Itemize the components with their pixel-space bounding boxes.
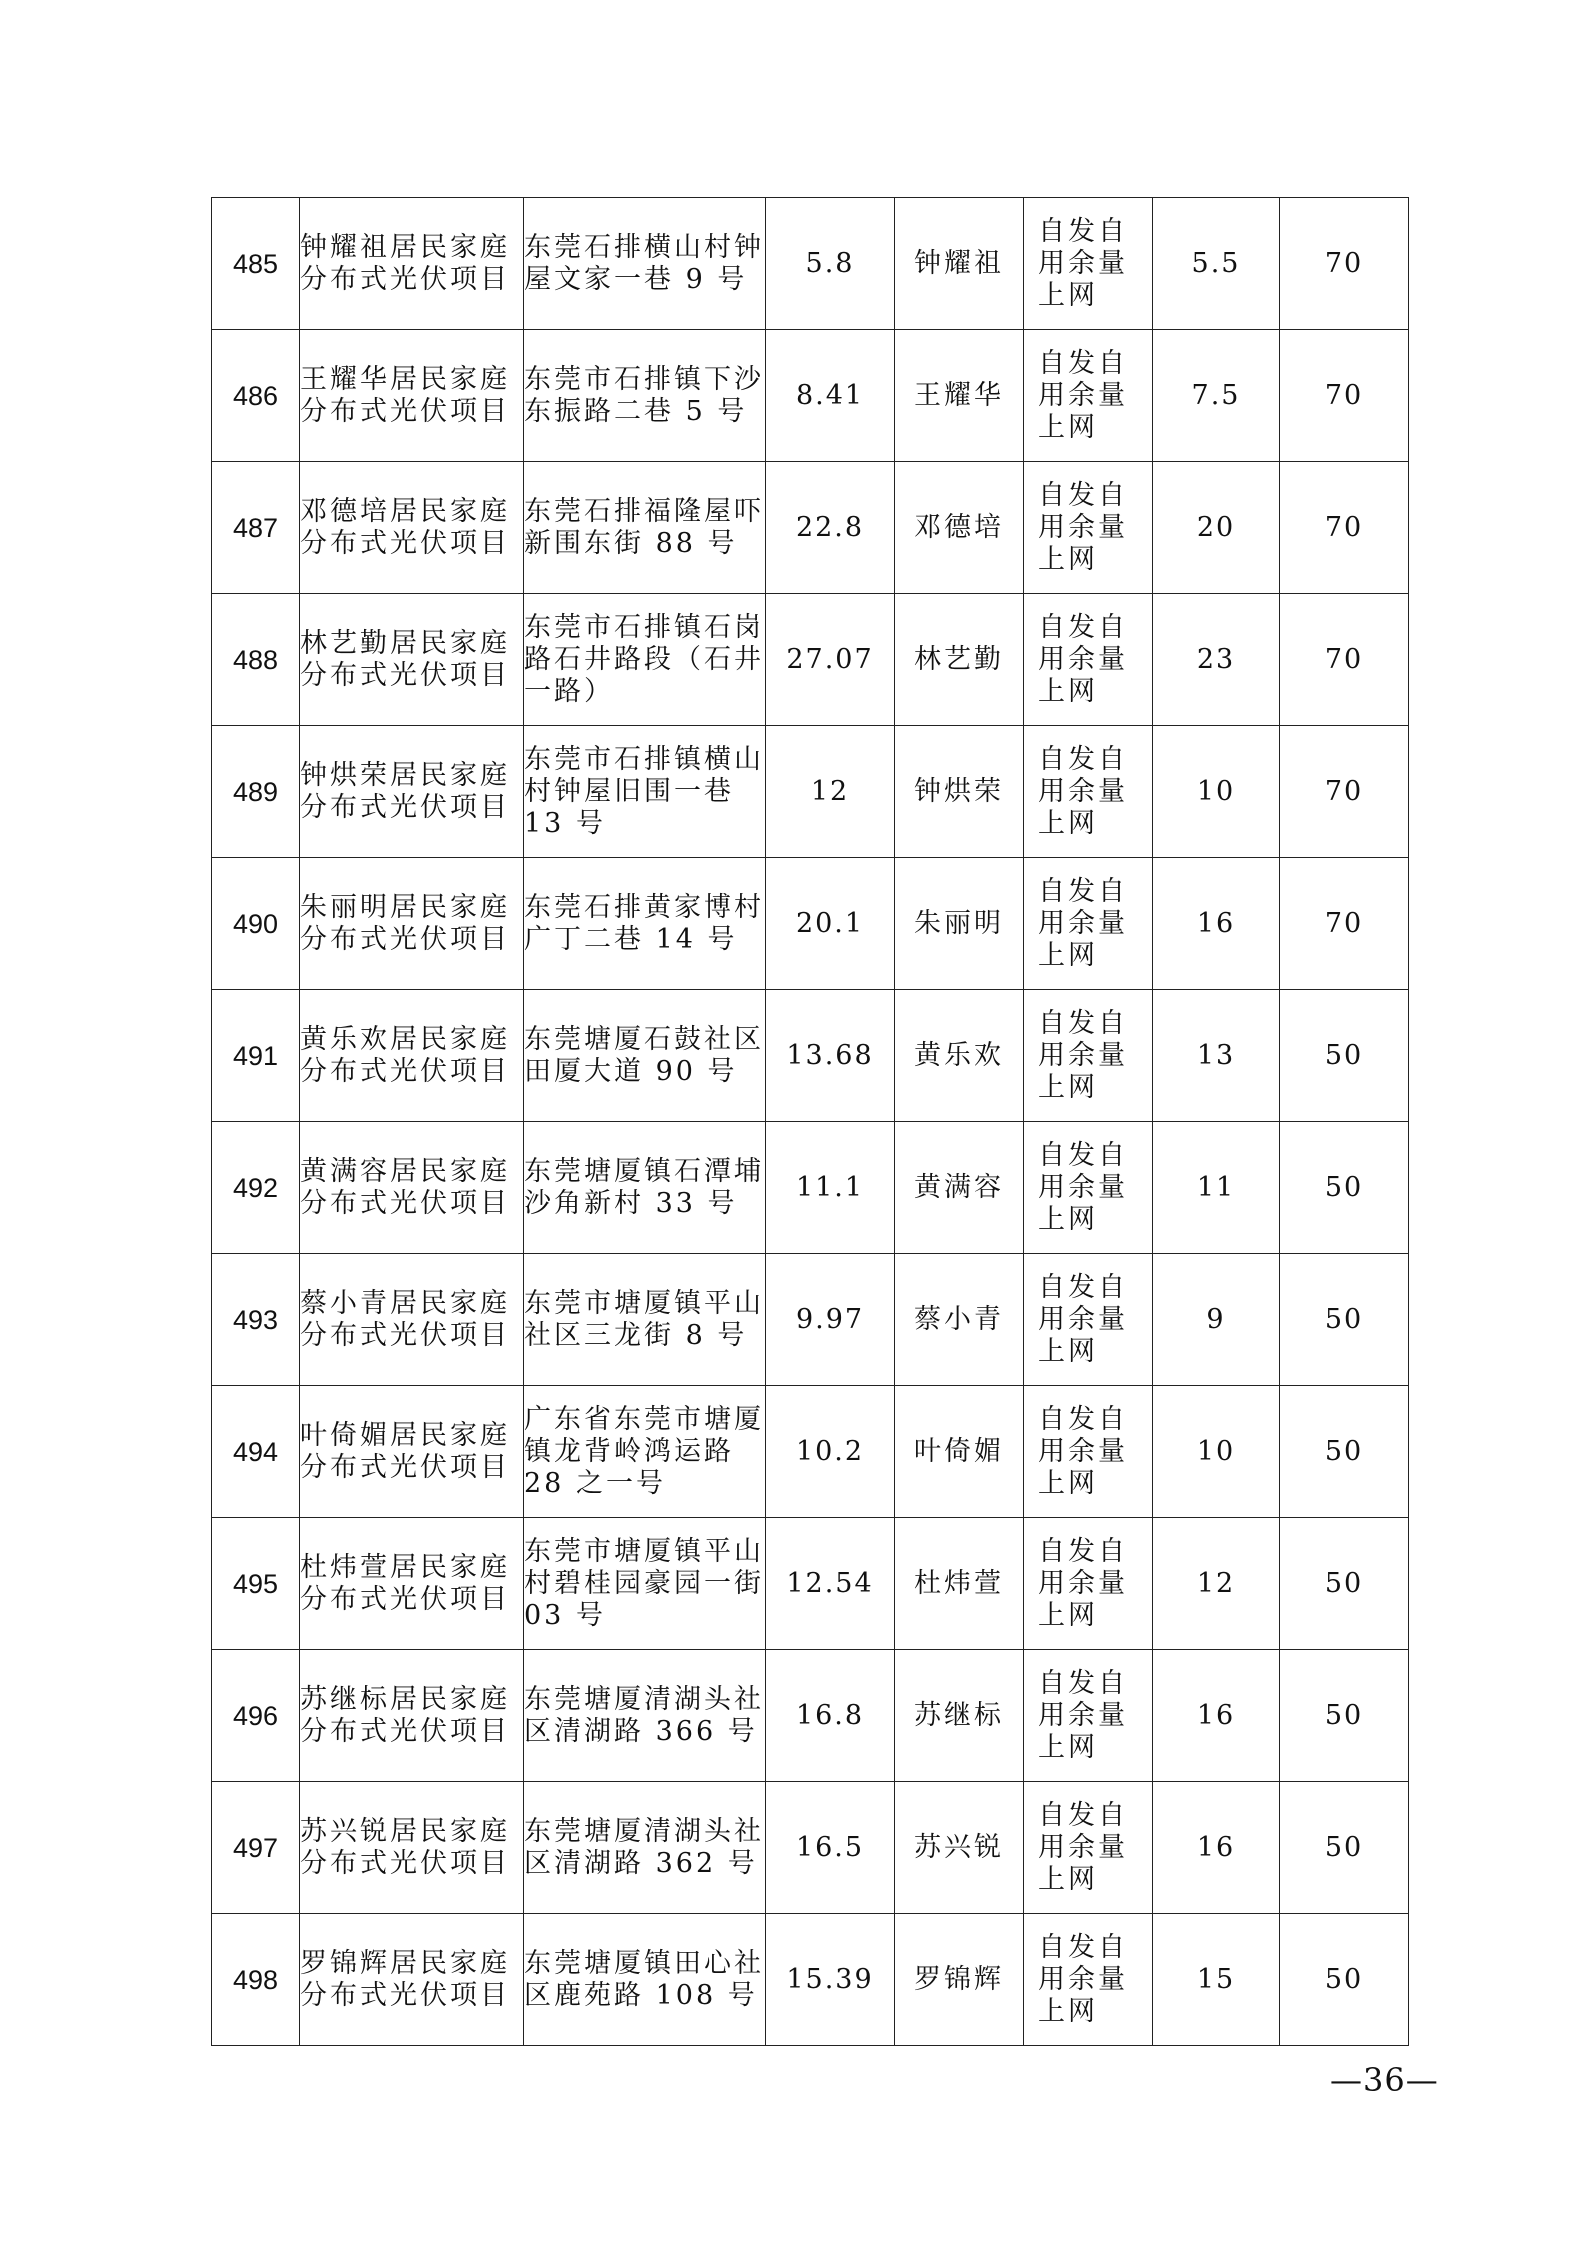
installed-capacity-cell: [766, 1122, 895, 1254]
project-name-cell: [300, 1782, 524, 1914]
subsidy-capacity: 16: [1196, 1699, 1236, 1731]
owner-name: 杜炜萱: [914, 1567, 1004, 1599]
grid-mode: 自发自用余量上网: [1038, 1535, 1128, 1631]
subsidy-amount: 50: [1324, 1303, 1364, 1335]
owner-name-cell: [895, 1650, 1024, 1782]
table-row: [212, 858, 1409, 990]
installed-capacity: 5.8: [805, 247, 855, 279]
subsidy-amount-cell: [1280, 1914, 1409, 2046]
row-number: 493: [232, 1304, 279, 1335]
subsidy-amount: 50: [1324, 1831, 1364, 1863]
row-number-cell: [212, 1650, 300, 1782]
grid-mode-cell: [1024, 462, 1153, 594]
grid-mode-cell: [1024, 726, 1153, 858]
installed-capacity-cell: [766, 1254, 895, 1386]
subsidy-capacity-cell: [1153, 1518, 1280, 1650]
installed-capacity-cell: [766, 990, 895, 1122]
subsidy-capacity-cell: [1153, 198, 1280, 330]
subsidy-capacity-cell: [1153, 858, 1280, 990]
installed-capacity-cell: [766, 1914, 895, 2046]
row-number: 486: [232, 380, 279, 411]
row-number: 491: [232, 1040, 279, 1071]
owner-name-cell: [895, 1782, 1024, 1914]
grid-mode: 自发自用余量上网: [1038, 215, 1128, 311]
project-address: 东莞塘厦清湖头社区清湖路 362 号: [524, 1815, 764, 1879]
row-number-cell: [212, 1386, 300, 1518]
owner-name: 钟烘荣: [914, 775, 1004, 807]
row-number-cell: [212, 1914, 300, 2046]
row-number-cell: [212, 594, 300, 726]
project-address: 东莞塘厦镇石潭埔沙角新村 33 号: [524, 1155, 764, 1219]
subsidy-amount: 50: [1324, 1963, 1364, 1995]
project-address-cell: [524, 462, 766, 594]
project-address-cell: [524, 1782, 766, 1914]
subsidy-amount-cell: [1280, 1782, 1409, 1914]
subsidy-amount: 70: [1324, 379, 1364, 411]
subsidy-capacity: 7.5: [1191, 379, 1241, 411]
installed-capacity: 9.97: [795, 1303, 865, 1335]
subsidy-capacity-cell: [1153, 1254, 1280, 1386]
owner-name: 邓德培: [914, 511, 1004, 543]
subsidy-amount-cell: [1280, 858, 1409, 990]
project-address: 东莞塘厦清湖头社区清湖路 366 号: [524, 1683, 764, 1747]
owner-name: 朱丽明: [914, 907, 1004, 939]
project-address: 东莞市塘厦镇平山社区三龙街 8 号: [524, 1287, 764, 1351]
project-table: [211, 197, 1409, 2046]
grid-mode-cell: [1024, 1650, 1153, 1782]
project-address: 东莞石排横山村钟屋文家一巷 9 号: [524, 231, 764, 295]
owner-name-cell: [895, 330, 1024, 462]
owner-name: 黄满容: [914, 1171, 1004, 1203]
grid-mode-cell: [1024, 1122, 1153, 1254]
owner-name-cell: [895, 990, 1024, 1122]
project-address-cell: [524, 1518, 766, 1650]
subsidy-capacity-cell: [1153, 1386, 1280, 1518]
subsidy-amount-cell: [1280, 1650, 1409, 1782]
project-address: 东莞市石排镇横山村钟屋旧围一巷 13 号: [524, 743, 764, 839]
project-address-cell: [524, 1254, 766, 1386]
grid-mode-cell: [1024, 1782, 1153, 1914]
project-name-cell: [300, 1650, 524, 1782]
subsidy-amount: 50: [1324, 1567, 1364, 1599]
installed-capacity: 16.5: [795, 1831, 865, 1863]
owner-name: 叶倚媚: [914, 1435, 1004, 1467]
table-row: [212, 594, 1409, 726]
row-number-cell: [212, 858, 300, 990]
project-name: 苏继标居民家庭分布式光伏项目: [300, 1683, 510, 1747]
project-name: 邓德培居民家庭分布式光伏项目: [300, 495, 510, 559]
project-name: 钟耀祖居民家庭分布式光伏项目: [300, 231, 510, 295]
owner-name-cell: [895, 726, 1024, 858]
project-address: 广东省东莞市塘厦镇龙背岭鸿运路 28 之一号: [524, 1403, 764, 1499]
project-name-cell: [300, 1914, 524, 2046]
subsidy-capacity: 10: [1196, 775, 1236, 807]
project-address-cell: [524, 594, 766, 726]
project-address-cell: [524, 858, 766, 990]
subsidy-capacity-cell: [1153, 594, 1280, 726]
project-name-cell: [300, 198, 524, 330]
project-name-cell: [300, 594, 524, 726]
project-name: 黄满容居民家庭分布式光伏项目: [300, 1155, 510, 1219]
installed-capacity-cell: [766, 198, 895, 330]
installed-capacity: 27.07: [786, 643, 874, 675]
installed-capacity-cell: [766, 726, 895, 858]
subsidy-capacity: 23: [1196, 643, 1236, 675]
grid-mode-cell: [1024, 594, 1153, 726]
subsidy-capacity-cell: [1153, 1914, 1280, 2046]
owner-name-cell: [895, 1122, 1024, 1254]
project-name-cell: [300, 1254, 524, 1386]
grid-mode: 自发自用余量上网: [1038, 1403, 1128, 1499]
project-table-body: [212, 198, 1409, 2046]
subsidy-amount: 50: [1324, 1435, 1364, 1467]
installed-capacity: 22.8: [795, 511, 865, 543]
project-name-cell: [300, 462, 524, 594]
project-name: 黄乐欢居民家庭分布式光伏项目: [300, 1023, 510, 1087]
table-row: [212, 1518, 1409, 1650]
subsidy-capacity-cell: [1153, 330, 1280, 462]
subsidy-capacity: 15: [1196, 1963, 1236, 1995]
row-number: 487: [232, 512, 279, 543]
project-name-cell: [300, 1518, 524, 1650]
subsidy-capacity-cell: [1153, 990, 1280, 1122]
subsidy-amount: 50: [1324, 1039, 1364, 1071]
grid-mode-cell: [1024, 330, 1153, 462]
owner-name: 黄乐欢: [914, 1039, 1004, 1071]
project-name-cell: [300, 990, 524, 1122]
installed-capacity: 15.39: [786, 1963, 874, 1995]
row-number: 492: [232, 1172, 279, 1203]
grid-mode-cell: [1024, 1914, 1153, 2046]
grid-mode-cell: [1024, 990, 1153, 1122]
project-name: 苏兴锐居民家庭分布式光伏项目: [300, 1815, 510, 1879]
installed-capacity-cell: [766, 462, 895, 594]
subsidy-capacity: 16: [1196, 907, 1236, 939]
row-number-cell: [212, 1254, 300, 1386]
project-name-cell: [300, 1122, 524, 1254]
subsidy-amount: 70: [1324, 643, 1364, 675]
subsidy-amount-cell: [1280, 330, 1409, 462]
project-address: 东莞石排福隆屋吓新围东街 88 号: [524, 495, 764, 559]
subsidy-capacity-cell: [1153, 726, 1280, 858]
row-number: 496: [232, 1700, 279, 1731]
project-address: 东莞市石排镇石岗路石井路段（石井一路）: [524, 611, 764, 707]
project-name: 罗锦辉居民家庭分布式光伏项目: [300, 1947, 510, 2011]
owner-name: 罗锦辉: [914, 1963, 1004, 1995]
owner-name-cell: [895, 1914, 1024, 2046]
subsidy-capacity-cell: [1153, 1650, 1280, 1782]
row-number: 494: [232, 1436, 279, 1467]
table-row: [212, 330, 1409, 462]
project-name: 钟烘荣居民家庭分布式光伏项目: [300, 759, 510, 823]
table-row: [212, 1782, 1409, 1914]
subsidy-capacity-cell: [1153, 1122, 1280, 1254]
row-number: 498: [232, 1964, 279, 1995]
row-number: 490: [232, 908, 279, 939]
project-address-cell: [524, 990, 766, 1122]
project-name: 杜炜萱居民家庭分布式光伏项目: [300, 1551, 510, 1615]
subsidy-capacity: 20: [1196, 511, 1236, 543]
project-name-cell: [300, 330, 524, 462]
row-number: 497: [232, 1832, 279, 1863]
subsidy-capacity-cell: [1153, 1782, 1280, 1914]
row-number: 489: [232, 776, 279, 807]
row-number-cell: [212, 1518, 300, 1650]
grid-mode-cell: [1024, 1518, 1153, 1650]
owner-name: 蔡小青: [914, 1303, 1004, 1335]
grid-mode: 自发自用余量上网: [1038, 1667, 1128, 1763]
subsidy-capacity-cell: [1153, 462, 1280, 594]
installed-capacity: 8.41: [795, 379, 865, 411]
owner-name-cell: [895, 1254, 1024, 1386]
row-number: 495: [232, 1568, 279, 1599]
project-address-cell: [524, 1914, 766, 2046]
owner-name-cell: [895, 1386, 1024, 1518]
grid-mode: 自发自用余量上网: [1038, 1007, 1128, 1103]
installed-capacity: 20.1: [795, 907, 865, 939]
installed-capacity-cell: [766, 1386, 895, 1518]
project-name-cell: [300, 858, 524, 990]
subsidy-amount-cell: [1280, 198, 1409, 330]
grid-mode: 自发自用余量上网: [1038, 1271, 1128, 1367]
table-row: [212, 462, 1409, 594]
table-row: [212, 1650, 1409, 1782]
installed-capacity: 11.1: [795, 1171, 865, 1203]
owner-name: 林艺勤: [914, 643, 1004, 675]
owner-name-cell: [895, 462, 1024, 594]
row-number-cell: [212, 1782, 300, 1914]
row-number-cell: [212, 726, 300, 858]
project-name-cell: [300, 726, 524, 858]
project-name: 蔡小青居民家庭分布式光伏项目: [300, 1287, 510, 1351]
project-name-cell: [300, 1386, 524, 1518]
grid-mode: 自发自用余量上网: [1038, 743, 1128, 839]
subsidy-amount-cell: [1280, 1254, 1409, 1386]
grid-mode: 自发自用余量上网: [1038, 479, 1128, 575]
project-address: 东莞塘厦石鼓社区田厦大道 90 号: [524, 1023, 764, 1087]
owner-name: 苏兴锐: [914, 1831, 1004, 1863]
subsidy-amount: 50: [1324, 1699, 1364, 1731]
installed-capacity-cell: [766, 1650, 895, 1782]
project-name: 王耀华居民家庭分布式光伏项目: [300, 363, 510, 427]
subsidy-capacity: 9: [1206, 1303, 1226, 1335]
grid-mode-cell: [1024, 1254, 1153, 1386]
subsidy-amount-cell: [1280, 1122, 1409, 1254]
project-address: 东莞塘厦镇田心社区鹿苑路 108 号: [524, 1947, 764, 2011]
grid-mode: 自发自用余量上网: [1038, 1931, 1128, 2027]
project-address-cell: [524, 726, 766, 858]
subsidy-amount-cell: [1280, 990, 1409, 1122]
grid-mode-cell: [1024, 1386, 1153, 1518]
installed-capacity: 13.68: [786, 1039, 874, 1071]
project-address-cell: [524, 1122, 766, 1254]
grid-mode: 自发自用余量上网: [1038, 1139, 1128, 1235]
project-name: 林艺勤居民家庭分布式光伏项目: [300, 627, 510, 691]
installed-capacity-cell: [766, 330, 895, 462]
row-number: 488: [232, 644, 279, 675]
row-number-cell: [212, 198, 300, 330]
owner-name-cell: [895, 1518, 1024, 1650]
table-row: [212, 1254, 1409, 1386]
subsidy-capacity: 11: [1196, 1171, 1236, 1203]
owner-name-cell: [895, 594, 1024, 726]
grid-mode: 自发自用余量上网: [1038, 1799, 1128, 1895]
page-number: —36—: [1330, 2061, 1439, 2099]
subsidy-amount: 70: [1324, 775, 1364, 807]
subsidy-amount-cell: [1280, 726, 1409, 858]
project-address-cell: [524, 198, 766, 330]
installed-capacity-cell: [766, 1782, 895, 1914]
subsidy-amount: 70: [1324, 247, 1364, 279]
owner-name: 王耀华: [914, 379, 1004, 411]
subsidy-capacity: 5.5: [1191, 247, 1241, 279]
row-number-cell: [212, 462, 300, 594]
project-address-cell: [524, 1650, 766, 1782]
installed-capacity: 10.2: [795, 1435, 865, 1467]
grid-mode-cell: [1024, 858, 1153, 990]
subsidy-amount-cell: [1280, 594, 1409, 726]
subsidy-capacity: 12: [1196, 1567, 1236, 1599]
row-number-cell: [212, 1122, 300, 1254]
row-number-cell: [212, 990, 300, 1122]
table-row: [212, 726, 1409, 858]
owner-name-cell: [895, 858, 1024, 990]
subsidy-amount: 70: [1324, 511, 1364, 543]
project-address-cell: [524, 1386, 766, 1518]
grid-mode: 自发自用余量上网: [1038, 875, 1128, 971]
installed-capacity-cell: [766, 858, 895, 990]
installed-capacity: 16.8: [795, 1699, 865, 1731]
table-row: [212, 1914, 1409, 2046]
row-number-cell: [212, 330, 300, 462]
table-row: [212, 990, 1409, 1122]
project-address: 东莞石排黄家博村广丁二巷 14 号: [524, 891, 764, 955]
subsidy-capacity: 10: [1196, 1435, 1236, 1467]
owner-name: 苏继标: [914, 1699, 1004, 1731]
installed-capacity-cell: [766, 1518, 895, 1650]
subsidy-amount: 70: [1324, 907, 1364, 939]
subsidy-amount: 50: [1324, 1171, 1364, 1203]
subsidy-capacity: 13: [1196, 1039, 1236, 1071]
installed-capacity: 12: [810, 775, 850, 807]
table-row: [212, 1122, 1409, 1254]
grid-mode: 自发自用余量上网: [1038, 611, 1128, 707]
subsidy-amount-cell: [1280, 462, 1409, 594]
grid-mode-cell: [1024, 198, 1153, 330]
subsidy-capacity: 16: [1196, 1831, 1236, 1863]
project-name: 朱丽明居民家庭分布式光伏项目: [300, 891, 510, 955]
project-address-cell: [524, 330, 766, 462]
owner-name-cell: [895, 198, 1024, 330]
project-address: 东莞市石排镇下沙东振路二巷 5 号: [524, 363, 764, 427]
owner-name: 钟耀祖: [914, 247, 1004, 279]
row-number: 485: [232, 248, 279, 279]
installed-capacity-cell: [766, 594, 895, 726]
subsidy-amount-cell: [1280, 1518, 1409, 1650]
installed-capacity: 12.54: [786, 1567, 874, 1599]
subsidy-amount-cell: [1280, 1386, 1409, 1518]
table-row: [212, 1386, 1409, 1518]
project-name: 叶倚媚居民家庭分布式光伏项目: [300, 1419, 510, 1483]
table-row: [212, 198, 1409, 330]
grid-mode: 自发自用余量上网: [1038, 347, 1128, 443]
project-address: 东莞市塘厦镇平山村碧桂园豪园一街 03 号: [524, 1535, 764, 1631]
